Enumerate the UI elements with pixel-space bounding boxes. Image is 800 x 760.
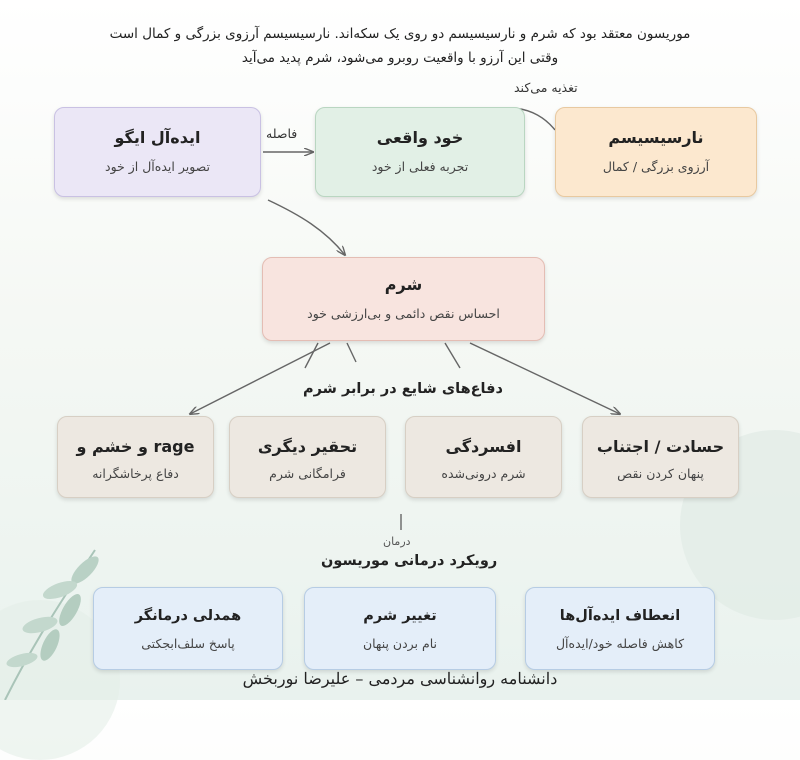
real-self-title: خود واقعی (376, 128, 464, 147)
defense-box-depression (405, 416, 562, 498)
defense-subtitle: پنهان کردن نقص (617, 466, 704, 481)
treatment-subtitle: پاسخ سلف‌ابجکتی (141, 636, 235, 651)
ego-ideal-subtitle: تصویر ایده‌آل از خود (105, 159, 210, 174)
shame-subtitle: احساس نقص دائمی و بی‌ارزشی خود (307, 306, 500, 321)
defense-title: تحقیر دیگری (257, 437, 358, 456)
defense-subtitle: شرم درونی‌شده (441, 466, 526, 481)
defense-title: rage و خشم و (76, 437, 195, 456)
arrow-ego-ideal-to-shame (268, 200, 345, 255)
intro-line-1: موریسون معتقد بود که شرم و نارسیسیسم دو روی یک سکه‌اند. نارسیسیسم آرزوی بزرگی و کمال است (109, 26, 691, 42)
treatment-heading: رویکرد درمانی موریسون (321, 553, 498, 569)
treatment-subtitle: نام بردن پنهان (362, 636, 438, 651)
narcissism-box (555, 107, 757, 197)
defense-subtitle: دفاع پرخاشگرانه (92, 466, 179, 481)
arrow-shame-to-rage (190, 343, 330, 414)
narcissism-subtitle: آرزوی بزرگی / کمال (602, 159, 710, 174)
treatment-title: تغییر شرم (363, 608, 437, 624)
ego-ideal-box (54, 107, 261, 197)
shame-title: شرم (384, 275, 423, 294)
arrow-shame-to-depression (445, 343, 460, 368)
defense-title: حسادت / اجتناب (596, 437, 725, 456)
arrow-shame-to-depression (347, 343, 356, 362)
treatment-title: انعطاف ایده‌آل‌ها (559, 608, 681, 624)
intro-line-2: وقتی این آرزو با واقعیت روبرو می‌شود، شرم پدید می‌آید (241, 50, 559, 66)
defense-box-contempt (229, 416, 386, 498)
ego-ideal-title: ایده‌آل ایگو (114, 128, 201, 147)
real-self-subtitle: تجربه فعلی از خود (371, 159, 469, 174)
real-self-box (315, 107, 525, 197)
defense-box-rage (57, 416, 214, 498)
footer-credit: دانشنامه روانشناسی مردمی – علیرضا نوربخش (242, 669, 558, 688)
treatment-box-ideal-flexibility (525, 587, 715, 670)
narcissism-title: نارسیسیسم (608, 128, 704, 147)
defense-box-envy (582, 416, 739, 498)
arrow-label-treatment: درمان (383, 535, 411, 548)
arrow-shame-to-contempt (305, 343, 318, 368)
arrow-label-distance: فاصله (266, 126, 298, 141)
treatment-box-shame-change (304, 587, 496, 670)
shame-box (262, 257, 545, 341)
arrow-label-feeds: تغذیه می‌کند (514, 80, 578, 95)
arrow-shame-to-envy (470, 343, 620, 414)
treatment-box-therapist-empathy (93, 587, 283, 670)
treatment-title: همدلی درمانگر (134, 608, 242, 624)
defense-title: افسردگی (445, 437, 522, 456)
defense-subtitle: فرامگانی شرم (269, 466, 346, 481)
defenses-heading: دفاع‌های شایع در برابر شرم (303, 381, 503, 397)
treatment-subtitle: کاهش فاصله خود/ایده‌آل (555, 636, 685, 651)
